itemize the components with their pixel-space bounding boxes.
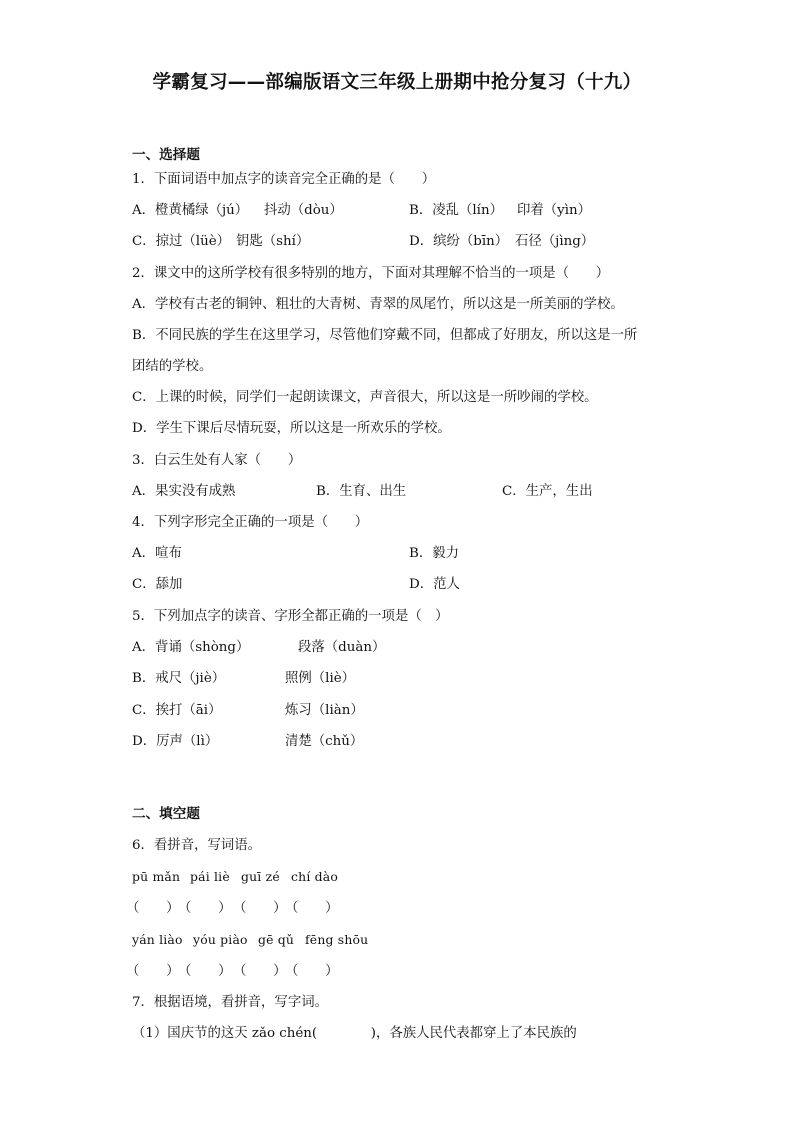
question-7-stem: 7．根据语境，看拼音，写字词。 xyxy=(132,995,328,1010)
q3-option-a: A．果实没有成熟 xyxy=(132,484,236,499)
q6-blank-row-1 xyxy=(126,899,432,919)
q5-option-d-word1: D．厉声（lì） xyxy=(132,734,219,749)
q1-option-b-word2: 印着（yìn） xyxy=(517,203,592,218)
section-heading-fill-in: 二、填空题 xyxy=(132,806,200,822)
q5-option-d xyxy=(132,732,492,752)
q3-option-c: C．生产，生出 xyxy=(502,484,593,499)
question-4-options-row-1 xyxy=(132,544,692,564)
q2-option-b-line-1: B．不同民族的学生在这里学习，尽管他们穿戴不同，但都成了好朋友，所以这是一所 xyxy=(132,328,638,343)
q6-pinyin-2: pái liè xyxy=(190,869,230,884)
q6-blank-2[interactable]: （ ） xyxy=(178,901,232,916)
question-1-stem: 1．下面词语中加点字的读音完全正确的是（ ） xyxy=(132,172,436,187)
q6-pinyin-7: gē qǔ xyxy=(258,932,295,947)
q5-option-a-word2: 段落（duàn） xyxy=(298,640,386,655)
q5-option-b-word1: B．戒尺（jiè） xyxy=(132,671,226,686)
section-heading-choice: 一、选择题 xyxy=(132,147,200,163)
q2-option-b-line-2: 团结的学校。 xyxy=(132,359,213,374)
q6-pinyin-6: yóu piào xyxy=(193,932,248,947)
question-5-stem: 5．下列加点字的读音、字形全都正确的一项是（ ） xyxy=(132,609,449,624)
q6-blank-5[interactable]: （ ） xyxy=(126,964,180,979)
q6-blank-row-2 xyxy=(126,962,432,982)
q1-option-a-word1: A．橙黄橘绿（jú） xyxy=(132,203,249,218)
q1-option-a-word2: 抖动（dòu） xyxy=(264,203,343,218)
q5-option-a-word1: A．背诵（shòng） xyxy=(132,640,250,655)
question-1-options-row-2 xyxy=(132,232,692,252)
q4-option-a: A．喧布 xyxy=(132,546,182,561)
q5-option-c-word2: 炼习（liàn） xyxy=(285,703,364,718)
q6-pinyin-3: guī zé xyxy=(241,869,280,884)
q3-option-b: B．生育、出生 xyxy=(316,484,407,499)
q2-option-d: D．学生下课后尽情玩耍，所以这是一所欢乐的学校。 xyxy=(132,421,451,436)
question-4-options-row-2 xyxy=(132,575,692,595)
q1-option-c-word1: C．掠过（lüè） xyxy=(132,234,231,249)
q5-option-b xyxy=(132,669,492,689)
q5-option-b-word2: 照例（liè） xyxy=(285,671,356,686)
q6-pinyin-1: pū mǎn xyxy=(132,869,181,884)
q1-option-d-word2: 石径（jìng） xyxy=(515,234,595,249)
q6-blank-3[interactable]: （ ） xyxy=(233,901,287,916)
q5-option-c xyxy=(132,701,492,721)
q6-pinyin-4: chí dào xyxy=(291,869,338,884)
q4-option-c: C．舔加 xyxy=(132,577,183,592)
q1-option-b-word1: B．凌乱（lín） xyxy=(409,203,503,218)
q6-blank-7[interactable]: （ ） xyxy=(233,964,287,979)
q6-blank-6[interactable]: （ ） xyxy=(178,964,232,979)
document-title: 学霸复习——部编版语文三年级上册期中抢分复习（十九） xyxy=(152,72,642,93)
q6-blank-1[interactable]: （ ） xyxy=(126,901,180,916)
question-6-stem: 6．看拼音，写词语。 xyxy=(132,838,262,853)
q5-option-d-word2: 清楚（chǔ） xyxy=(285,734,364,749)
q4-option-d: D．范人 xyxy=(409,577,460,592)
q1-option-c-word2: 钥匙（shí） xyxy=(236,234,310,249)
question-4-stem: 4．下列字形完全正确的一项是（ ） xyxy=(132,515,369,530)
q4-option-b: B．毅力 xyxy=(409,546,460,561)
q1-option-d-word1: D．缤纷（bīn） xyxy=(409,234,509,249)
q6-pinyin-5: yán liào xyxy=(132,932,183,947)
q2-option-c: C．上课的时候，同学们一起朗读课文，声音很大，所以这是一所吵闹的学校。 xyxy=(132,390,598,405)
q7-item-1: （1）国庆节的这天 zǎo chén( )，各族人民代表都穿上了本民族的 xyxy=(132,1026,577,1041)
question-3-options xyxy=(132,482,692,502)
q5-option-a xyxy=(132,638,492,658)
q2-option-a: A．学校有古老的铜钟、粗壮的大青树、青翠的凤尾竹，所以这是一所美丽的学校。 xyxy=(132,297,624,312)
question-1-options-row-1 xyxy=(132,201,692,221)
q6-blank-8[interactable]: （ ） xyxy=(285,964,339,979)
q5-option-c-word1: C．挨打（āi） xyxy=(132,703,222,718)
q6-pinyin-row-2 xyxy=(132,930,432,950)
q6-blank-4[interactable]: （ ） xyxy=(285,901,339,916)
question-2-stem: 2．课文中的这所学校有很多特别的地方，下面对其理解不恰当的一项是（ ） xyxy=(132,266,610,281)
q6-pinyin-row-1 xyxy=(132,867,432,887)
question-3-stem: 3．白云生处有人家（ ） xyxy=(132,453,302,468)
q6-pinyin-8: fēng shōu xyxy=(305,932,369,947)
